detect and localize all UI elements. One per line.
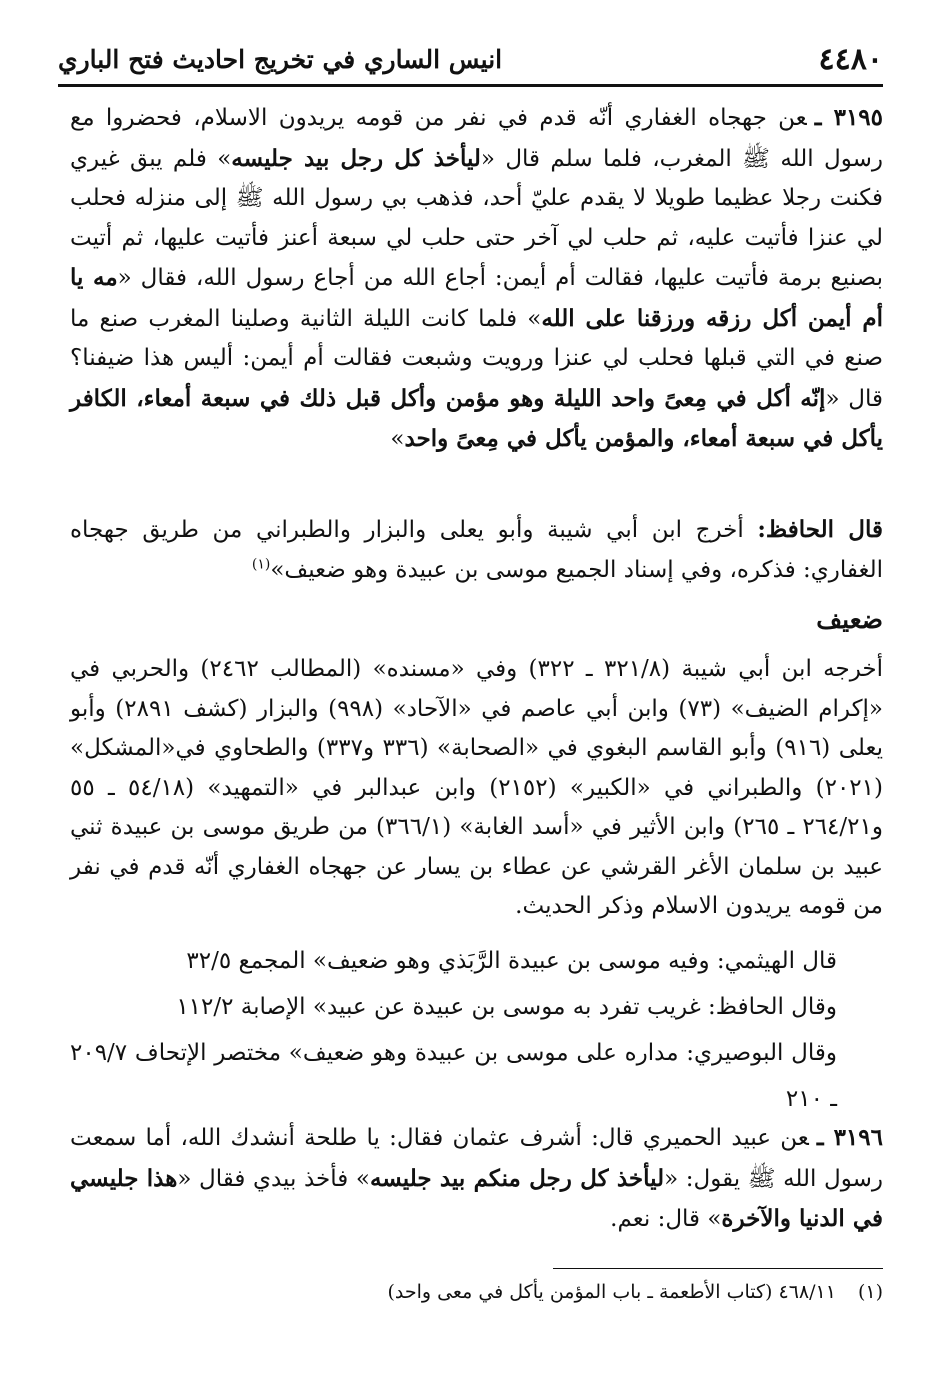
hadith-entry-3195 — [70, 98, 883, 460]
prophetic-quote: ليأخذ كل رجل بيد جليسه — [231, 144, 481, 172]
prophetic-quote: مه يا أم أيمن أكل رزقه ورزقنا على الله — [70, 264, 883, 332]
takhrij-paragraph — [70, 650, 883, 927]
grade-heading — [70, 600, 883, 642]
grade-label: ضعيف — [816, 605, 883, 634]
hadith-number: ٣١٩٦ ـ — [816, 1124, 883, 1151]
opinion-busiri: وقال البوصيري: مداره على موسى بن عبيدة وهو ضعيف» مختصر الإتحاف ٢٠٩/٧ ـ ٢١٠ — [70, 1040, 837, 1112]
hadith-number: ٣١٩٥ ـ — [814, 104, 884, 131]
book-title: انيس الساري في تخريج احاديث فتح الباري — [58, 44, 503, 74]
hadith-entry-3196 — [70, 1118, 883, 1240]
prophetic-quote: هذا جليسي في الدنيا والآخرة — [70, 1164, 883, 1232]
header-rule — [58, 84, 883, 87]
comment-text: أخرج ابن أبي شيبة وأبو يعلى والبزار والطبراني من طريق جهجاه الغفاري: فذكره، وفي إسناد الجميع موسى بن عبيدة وهو ضعيف» — [70, 517, 883, 583]
footnote-number: (١) — [857, 1281, 883, 1303]
hafiz-comment — [70, 510, 883, 590]
hadith-text: » — [390, 426, 405, 452]
prophetic-quote: إنّه أكل في مِعىً واحد الليلة وهو مؤمن وأكل قبل ذلك في سبعة أمعاء، الكافر يأكل في سبعة أمعاء، والمؤمن يأكل في مِعىً واحد — [70, 384, 883, 452]
hadith-text: » فلما كانت الليلة الثانية وصلينا المغرب صنع ما صنع في التي قبلها فحلب لي عنزا ورويت وشبعت فقالت أم أيمن: أليس هذا ضيفنا؟ قال « — [70, 305, 883, 412]
footnote-text: ٤٦٨/١١ (كتاب الأطعمة ـ باب المؤمن يأكل في معى واحد) — [387, 1281, 836, 1303]
hadith-text: » فأخذ بيدي فقال « — [177, 1165, 370, 1192]
page-number: ٤٤٨٠ — [818, 41, 883, 77]
scholar-opinions — [70, 938, 837, 1122]
footnote — [70, 1278, 883, 1306]
footnote-separator — [553, 1268, 883, 1269]
hadith-text: » فلم يبق غيري فكنت رجلا عظيما طويلا لا يقدم عليّ أحد، فذهب بي رسول الله ﷺ إلى منزله فحلب لي عنزا فأتيت عليه، ثم حلب لي آخر حتى حلب لي سبعة أعنز فأتيت عليها، ثم أتيت بصنيع برمة فأتيت عليها، فقالت أم أيمن: أجاع الله من أجاع رسول الله، فقال « — [70, 145, 883, 291]
opinion-haythami: قال الهيثمي: وفيه موسى بن عبيدة الرَّبَذي وهو ضعيف» المجمع ٣٢/٥ — [186, 948, 837, 974]
prophetic-quote: ليأخذ كل رجل منكم بيد جليسه — [369, 1164, 665, 1192]
hadith-text: عن جهجاه الغفاري أنّه قدم في نفر من قومه يريدون الاسلام، فحضروا مع رسول الله ﷺ المغرب، فلما سلم قال « — [70, 105, 883, 172]
hadith-text: » قال: نعم. — [610, 1206, 722, 1232]
footnote-reference[interactable]: (١) — [251, 555, 271, 572]
takhrij-text: أخرجه ابن أبي شيبة (٣٢١/٨ ـ ٣٢٢) وفي «مسنده» (المطالب ٢٤٦٢) والحربي في «إكرام الضيف» (٧٣) وابن أبي عاصم في «الآحاد» (٩٩٨) والبزار (كشف ٢٨٩١) وأبو يعلى (٩١٦) وأبو القاسم البغوي في «الصحابة» (٣٣٦ و٣٣٧) والطحاوي في«المشكل» (٢٠٢١) والطبراني في «الكبير» (٢١٥٢) وابن عبدالبر في «التمهيد» (٥٤/١٨ ـ ٥٥ و٢٦٤/٢١ ـ ٢٦٥) وابن الأثير في «أسد الغابة» (٣٦٦/١) من طريق موسى بن عبيدة ثني عبيد بن سلمان الأغر القرشي عن عطاء بن يسار عن جهجاه الغفاري أنّه قدم في نفر من قومه يريدون الاسلام وذكر الحديث. — [70, 656, 884, 919]
page-header — [58, 38, 883, 80]
opinion-hafiz: وقال الحافظ: غريب تفرد به موسى بن عبيدة عن عبيد» الإصابة ١١٢/٢ — [176, 994, 837, 1020]
comment-label: قال الحافظ: — [757, 516, 884, 543]
hadith-text: عن عبيد الحميري قال: أشرف عثمان فقال: يا طلحة أنشدك الله، أما سمعت رسول الله ﷺ يقول: « — [70, 1125, 884, 1192]
